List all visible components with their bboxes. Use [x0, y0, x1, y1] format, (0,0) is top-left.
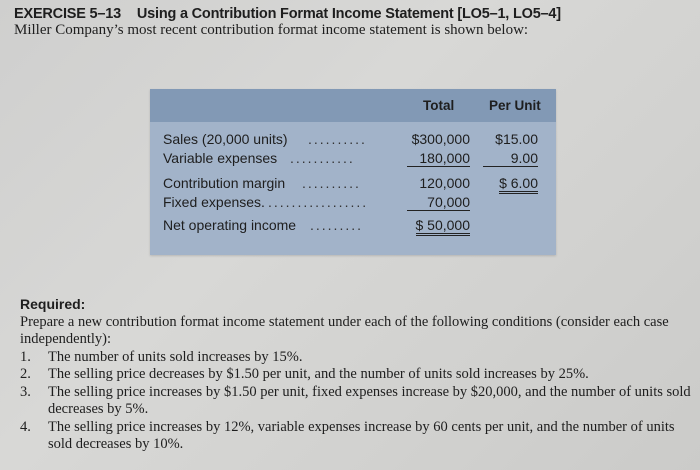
exercise-title-line	[14, 6, 694, 22]
row-per-unit: $15.00	[495, 131, 538, 147]
exercise-title: Using a Contribution Format Income Statement [LO5–1, LO5–4]	[136, 6, 561, 22]
row-label: Fixed expenses.	[163, 194, 265, 210]
exercise-intro: Miller Company’s most recent contribution format income statement is shown below:	[14, 22, 529, 38]
income-statement-table	[150, 89, 556, 255]
table-header	[150, 89, 556, 122]
exercise-number: EXERCISE 5–13	[14, 6, 122, 22]
condition-number: 3.	[20, 383, 31, 400]
dot-leader: .................	[268, 194, 369, 210]
header-total: Total	[423, 98, 455, 113]
required-instruction: Prepare a new contribution format income statement under each of the following conditions (consider each case independently):	[20, 313, 669, 347]
table-row-contribution-margin	[150, 175, 556, 193]
dot-leader: ..........	[302, 175, 361, 191]
row-total: $300,000	[411, 131, 470, 147]
list-item	[20, 366, 692, 384]
condition-text: The selling price decreases by $1.50 per unit, and the number of units sold increases by 25%.	[48, 366, 589, 382]
row-label: Net operating income	[163, 217, 297, 233]
dot-leader: .........	[310, 217, 364, 233]
required-title: Required:	[20, 296, 86, 312]
table-row-variable-expenses	[150, 150, 556, 168]
list-item	[20, 384, 692, 419]
header-per-unit: Per Unit	[489, 98, 541, 113]
row-label: Variable expenses	[163, 150, 278, 166]
row-total: 180,000	[407, 150, 470, 167]
row-total: $ 50,000	[416, 217, 471, 236]
row-per-unit: $ 6.00	[499, 175, 538, 194]
conditions-list	[20, 349, 692, 454]
row-label: Contribution margin	[163, 175, 286, 191]
condition-number: 2.	[20, 366, 31, 382]
list-item	[20, 349, 692, 367]
condition-number: 4.	[20, 418, 31, 435]
dot-leader: ...........	[290, 150, 355, 166]
list-item	[20, 419, 692, 454]
condition-number: 1.	[20, 348, 31, 365]
row-total: 120,000	[419, 175, 470, 191]
row-per-unit: 9.00	[483, 150, 538, 167]
dot-leader: ..........	[308, 131, 367, 147]
row-total: 70,000	[407, 194, 470, 211]
table-row-sales	[150, 131, 556, 149]
condition-text: The selling price increases by $1.50 per unit, fixed expenses increase by $20,000, and the number of units sold decreases by 5%.	[48, 383, 691, 417]
table-row-net-operating-income	[150, 217, 556, 235]
condition-text: The selling price increases by 12%, variable expenses increase by 60 cents per unit, and the number of units sold decreases by 10%.	[48, 418, 675, 452]
table-row-fixed-expenses	[150, 194, 556, 212]
row-label: Sales (20,000 units)	[163, 131, 288, 147]
exercise-header	[14, 6, 694, 39]
condition-text: The number of units sold increases by 15%.	[48, 348, 303, 365]
required-section	[20, 296, 692, 454]
